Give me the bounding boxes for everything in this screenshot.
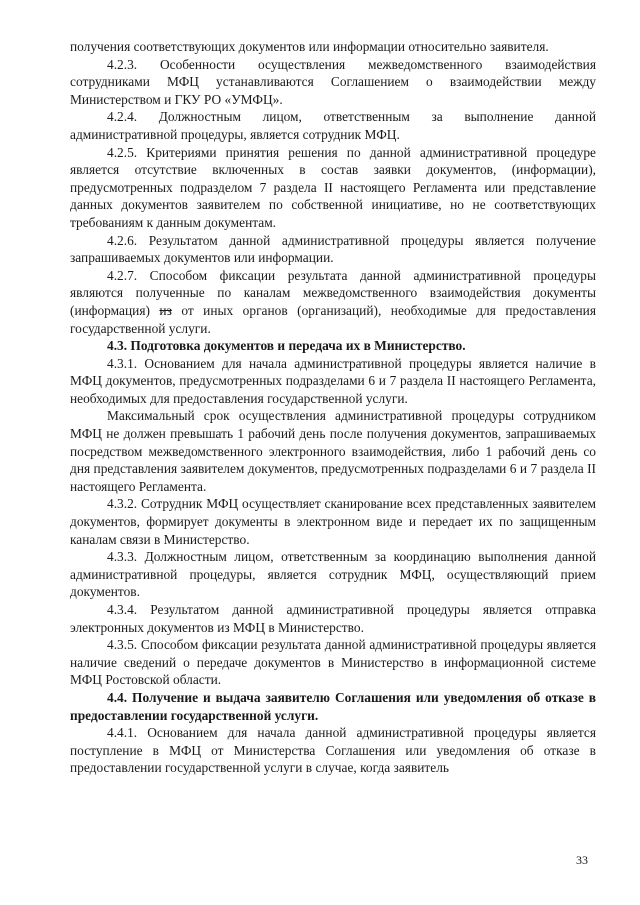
- section-heading-4-4: 4.4. Получение и выдача заявителю Соглашения или уведомления об отказе в предоставлении государственной услуги.: [70, 689, 596, 723]
- paragraph-4-3-2: 4.3.2. Сотрудник МФЦ осуществляет сканирование всех представленных заявителем документов, формирует документы в электронном виде и передает их по защищенным каналам связи в Министерство.: [70, 496, 596, 547]
- paragraph-4-3-3: 4.3.3. Должностным лицом, ответственным за координацию выполнения данной административной процедуры, является сотрудник МФЦ, осуществляющий прием документов.: [70, 549, 596, 600]
- paragraph-4-2-7-part1: 4.2.7. Способом фиксации результата данной административной процедуры являются полученные по каналам межведомственного взаимодействия документы (информация): [70, 267, 596, 318]
- section-heading-4-3: 4.3. Подготовка документов и передача их в Министерство.: [107, 338, 466, 354]
- paragraph-4-2-7-part2: от иных органов (организаций), необходимые для предоставления государственной услуги.: [70, 302, 597, 336]
- paragraph-4-3-1: 4.3.1. Основанием для начала административной процедуры является наличие в МФЦ документов, предусмотренных подразделами 6 и 7 раздела II настоящего Регламента, необходимых для предоставления государственной услуги.: [70, 355, 596, 406]
- paragraph-4-2-3: 4.2.3. Особенности осуществления межведомственного взаимодействия сотрудниками МФЦ устанавливаются Соглашением о взаимодействии между Министерством и ГКУ РО «УМФЦ».: [70, 56, 596, 107]
- page-number: 33: [576, 853, 588, 867]
- paragraph-4-3-4: 4.3.4. Результатом данной административной процедуры является отправка электронных документов из МФЦ в Министерство.: [70, 602, 596, 635]
- paragraph-continuation: получения соответствующих документов или информации относительно заявителя.: [70, 39, 549, 54]
- paragraph-4-4-1: 4.4.1. Основанием для начала данной административной процедуры является поступление в МФЦ от Министерства Соглашения или уведомления об отказе в предоставлении государственной услуги в случае, когда заявитель: [70, 725, 596, 776]
- paragraph-4-2-5: 4.2.5. Критериями принятия решения по данной административной процедуре является отсутствие включенных в состав заявки документов, (информации), предусмотренных подразделом 7 раздела II настоящего Регламента или представление данных документов заявителем по собственной инициативе, но не соответствующих требованиям к данным документам.: [70, 144, 596, 230]
- paragraph-max-term: Максимальный срок осуществления административной процедуры сотрудником МФЦ не должен превышать 1 рабочий день после получения документов, запрашиваемых посредством межведомственного электронного взаимодействия, либо 1 рабочий день со дня представления заявителем документов, предусмотренных подразделами 6 и 7 раздела II настоящего Регламента.: [70, 408, 596, 494]
- paragraph-4-2-4: 4.2.4. Должностным лицом, ответственным за выполнение данной административной процедуры, является сотрудник МФЦ.: [70, 109, 596, 142]
- paragraph-4-2-7: [70, 267, 596, 337]
- struck-word: из: [159, 302, 172, 318]
- paragraph-4-2-6: 4.2.6. Результатом данной административной процедуры является получение запрашиваемых документов или информации.: [70, 232, 596, 266]
- document-page: [70, 38, 596, 777]
- paragraph-4-3-5: 4.3.5. Способом фиксации результата данной административной процедуры является наличие сведений о передаче документов в Министерство в информационной системе МФЦ Ростовской области.: [70, 637, 596, 688]
